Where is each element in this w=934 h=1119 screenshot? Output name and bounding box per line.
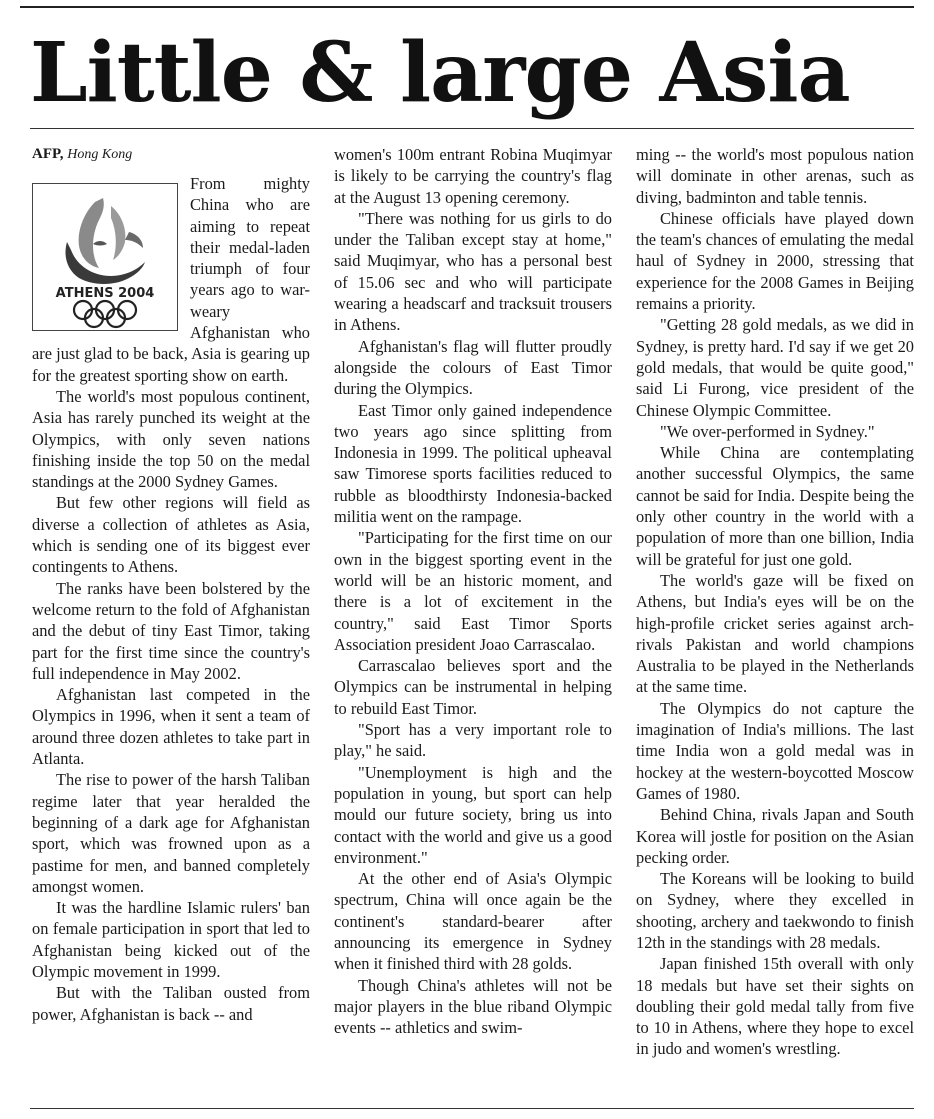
byline-location: Hong Kong bbox=[67, 147, 133, 162]
paragraph: "There was nothing for us girls to do under the Taliban except stay at home," said Muqimyar, who has a personal best of 15.06 sec and who will participate wearing a headscarf and tracksuit trousers in Athens. bbox=[334, 208, 612, 335]
byline-agency: AFP, bbox=[32, 146, 64, 162]
continued-paragraph: ming -- the world's most populous nation will dominate in other arenas, such as diving, badminton and table tennis. bbox=[636, 145, 914, 207]
bottom-rule bbox=[30, 1108, 914, 1109]
column-2 bbox=[334, 144, 612, 1038]
paragraph: Chinese officials have played down the team's chances of emulating the medal haul of Sydney in 2000, stressing that experience for the 2008 Games in Beijing remains a priority. bbox=[636, 208, 914, 314]
paragraph: "Participating for the first time on our own in the biggest sporting event in the world will be an historic moment, and there is a lot of excitement in the country," said East Timor Sports Association president Joao Carrascalao. bbox=[334, 528, 612, 654]
column-3 bbox=[636, 144, 914, 1060]
paragraph: Afghanistan's flag will flutter proudly alongside the colours of East Timor during the Olympics. bbox=[334, 336, 612, 399]
paragraph: "Unemployment is high and the population in young, but sport can help mould our future society, bring us into contact with the world and give us a good environment." bbox=[334, 762, 612, 867]
paragraph: The rise to power of the harsh Taliban regime later that year heralded the beginning of a dark age for Afghanistan sport, which was frowned upon as a pastime for men, and banned completely amongst women. bbox=[32, 770, 310, 896]
paragraph: "Sport has a very important role to play," he said. bbox=[334, 720, 612, 761]
paragraph: Behind China, rivals Japan and South Korea will jostle for position on the Asian pecking order. bbox=[636, 805, 914, 867]
continued-paragraph: women's 100m entrant Robina Muqimyar is likely to be carrying the country's flag at the August 13 opening ceremony. bbox=[334, 145, 612, 207]
headline-rule bbox=[30, 128, 914, 129]
paragraph: The world's gaze will be fixed on Athens, but India's eyes will be on the high-profile cricket series against arch-rivals Pakistan and world champions Australia to be played in the Netherlands at the same time. bbox=[636, 570, 914, 697]
intro-paragraph: From mighty China who are aiming to repeat their medal-laden triumph of four years ago to war-weary Afghanistan who are just glad to be back, Asia is gearing up for the greatest sporting show on earth. bbox=[32, 174, 310, 385]
paragraph: East Timor only gained independence two years ago since splitting from Indonesia in 1999. The political upheaval saw Timorese sports facilities reduced to rubble as bloodthirsty Indonesia-backed militia went on the rampage. bbox=[334, 400, 612, 527]
athens-logo bbox=[32, 183, 178, 331]
paragraph: "Getting 28 gold medals, as we did in Sydney, is pretty hard. I'd say if we get 20 gold medals, that would be quite good," said Li Furong, vice president of the Chinese Olympic Committee. bbox=[636, 315, 914, 420]
paragraph: At the other end of Asia's Olympic spectrum, China will once again be the continent's standard-bearer after announcing its emergence in Sydney when it finished third with 28 golds. bbox=[334, 869, 612, 974]
paragraph: Japan finished 15th overall with only 18 medals but have set their sights on doubling their gold medal tally from five to 10 in Athens, where they hope to excel in judo and women's wrestling. bbox=[636, 954, 914, 1059]
byline bbox=[32, 144, 310, 165]
paragraph: The ranks have been bolstered by the welcome return to the fold of Afghanistan and the debut of tiny East Timor, taking part for the first time since the country's full independence in May 2002. bbox=[32, 578, 310, 683]
paragraph: But with the Taliban ousted from power, Afghanistan is back -- and bbox=[32, 983, 310, 1024]
paragraph: Afghanistan last competed in the Olympics in 1996, when it sent a team of around three dozen athletes to take part in Atlanta. bbox=[32, 685, 310, 769]
paragraph: While China are contemplating another successful Olympics, the same cannot be said for India. Despite being the only other country in the world with a population of more than one billion, India will be grateful for just one gold. bbox=[636, 443, 914, 569]
paragraph: The world's most populous continent, Asia has rarely punched its weight at the Olympics, with only seven nations finishing inside the top 50 on the medal standings at the 2000 Sydney Games. bbox=[32, 386, 310, 492]
column-1 bbox=[32, 144, 310, 1025]
logo-caption: ATHENS 2004 bbox=[55, 286, 155, 301]
top-rule bbox=[20, 6, 914, 8]
athens-2004-emblem-icon bbox=[33, 184, 177, 330]
paragraph: Carrascalao believes sport and the Olympics can be instrumental in helping to rebuild East Timor. bbox=[334, 656, 612, 718]
paragraph: The Olympics do not capture the imagination of India's millions. The last time India won a gold medal was in hockey at the western-boycotted Moscow Games of 1980. bbox=[636, 698, 914, 803]
paragraph: The Koreans will be looking to build on Sydney, where they excelled in shooting, archery and taekwondo to finish 12th in the standings with 28 medals. bbox=[636, 869, 914, 952]
paragraph: "We over-performed in Sydney." bbox=[660, 421, 875, 441]
paragraph: But few other regions will field as diverse a collection of athletes as Asia, which is sending one of its biggest ever contingents to Athens. bbox=[32, 493, 310, 577]
paragraph: Though China's athletes will not be major players in the blue riband Olympic events -- athletics and swim- bbox=[334, 975, 612, 1038]
paragraph: It was the hardline Islamic rulers' ban on female participation in sport that led to Afghanistan being kicked out of the Olympic movement in 1999. bbox=[32, 898, 310, 981]
headline: Little & large Asia bbox=[30, 25, 850, 121]
